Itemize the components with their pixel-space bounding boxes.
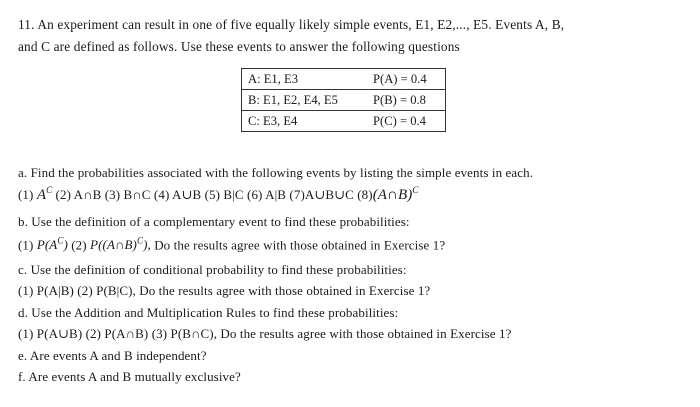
event-definition: C: E3, E4 bbox=[242, 111, 374, 132]
event-probability: P(C) = 0.4 bbox=[373, 111, 446, 132]
prob-complement-a-and-b: P((A∩B)$^C$), bbox=[90, 236, 151, 253]
event-definition: A: E1, E3 bbox=[242, 69, 374, 90]
question-a-list: (2) A∩B (3) B∩C (4) A∪B (5) B|C (6) A|B (7)A∪B∪C (8) bbox=[52, 187, 373, 202]
question-c-parts: (1) P(A|B) (2) P(B|C), Do the results agree with those obtained in Exercise 1? bbox=[18, 283, 431, 298]
table-row bbox=[242, 69, 446, 90]
prob-complement-a: $P(A^C)$ bbox=[36, 236, 68, 253]
table-row bbox=[242, 90, 446, 111]
part-label: (1) bbox=[18, 187, 37, 202]
intro-line-2: and C are defined as follows. Use these events to answer the following questions bbox=[18, 39, 460, 54]
table-row bbox=[242, 111, 446, 132]
question-a-parts bbox=[18, 185, 418, 204]
events-table bbox=[241, 68, 446, 132]
question-d-prompt: d. Use the Addition and Multiplication Rules to find these probabilities: bbox=[18, 305, 399, 320]
intro-line-1: 11. An experiment can result in one of five equally likely simple events, E1, E2,..., E5. Events A, B, bbox=[18, 17, 565, 32]
event-probability: P(A) = 0.4 bbox=[373, 69, 446, 90]
question-f-prompt: f. Are events A and B mutually exclusive? bbox=[18, 369, 241, 384]
problem-intro bbox=[18, 14, 688, 58]
event-definition: B: E1, E2, E4, E5 bbox=[242, 90, 374, 111]
question-b-parts: (1) $P(A^C)$ (2) P((A∩B)$^C$), Do the results agree with those obtained in Exercise 1? bbox=[18, 236, 446, 253]
question-d-parts: (1) P(A∪B) (2) P(A∩B) (3) P(B∩C), Do the results agree with those obtained in Exercise 1? bbox=[18, 326, 512, 341]
question-e-prompt: e. Are events A and B independent? bbox=[18, 348, 207, 363]
question-b-prompt: b. Use the definition of a complementary event to find these probabilities: bbox=[18, 214, 410, 229]
complement-a-and-b: (A∩B)$^C$ bbox=[372, 185, 419, 203]
event-probability: P(B) = 0.8 bbox=[373, 90, 446, 111]
question-a-prompt: a. Find the probabilities associated with the following events by listing the simple events in each. bbox=[18, 165, 534, 180]
complement-a: $A^C$ bbox=[36, 185, 53, 203]
question-c-prompt: c. Use the definition of conditional probability to find these probabilities: bbox=[18, 262, 407, 277]
